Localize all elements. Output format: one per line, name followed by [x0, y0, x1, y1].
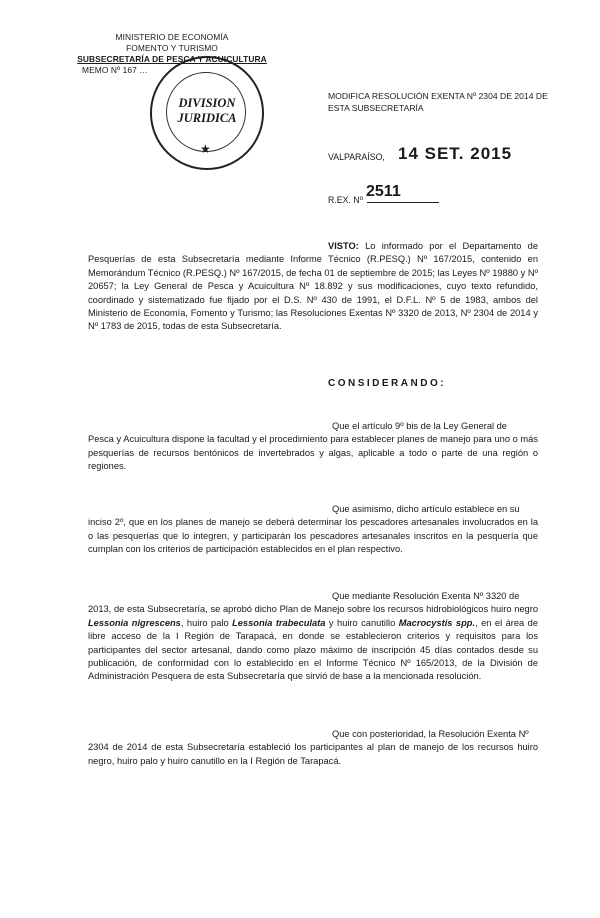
- p3-text-a: 2013, de esta Subsecretaría, se aprobó dicho Plan de Manejo sobre los recursos hidrobiológicos huiro negro: [88, 604, 538, 615]
- p1-first-line: Que el artículo 9º bis de la Ley General de: [332, 421, 507, 431]
- p1-text: Pesca y Acuicultura dispone la facultad y el procedimiento para establecer planes de manejo para uno o más pesquerías de recursos bentónicos de invertebrados y algas, aplicable a todo o parte de una región o regiones.: [88, 434, 538, 472]
- p4-first-line: Que con posterioridad, la Resolución Exenta Nº: [332, 729, 529, 739]
- species-macrocystis: Macrocystis spp.: [398, 617, 476, 628]
- visto-label: VISTO:: [328, 241, 359, 251]
- species-lessonia-trabeculata: Lessonia trabeculata: [232, 617, 326, 628]
- considerando-paragraph-3: [88, 590, 538, 684]
- stamp-text-division: DIVISION: [178, 96, 236, 110]
- date-stamp: 14 SET. 2015: [398, 144, 513, 163]
- header-memo: MEMO Nº 167 …: [82, 65, 148, 75]
- visto-paragraph: [88, 240, 538, 334]
- place-label: VALPARAÍSO,: [328, 152, 385, 162]
- p3-text-d: , en el área de libre acceso de la I Región de Tarapacá, en donde se establecieron criterios y requisitos para los participantes del sector artesanal, dando como plazo máximo de inscripción 45 días contados desde su publicación, de conformidad con lo establecido en el Informe Técnico Nº 165/2013, de la División de Administración Pesquera de esta Subsecretaría que sirvió de base a la mencionada resolución.: [88, 617, 539, 682]
- division-juridica-stamp: [150, 56, 264, 170]
- stamp-text-juridica: JURIDICA: [177, 111, 237, 125]
- p3-text-c: y huiro canutillo: [325, 617, 399, 628]
- considerando-paragraph-1: [88, 420, 538, 474]
- rex-number: 2511: [366, 183, 401, 200]
- p3-first-line: Que mediante Resolución Exenta Nº 3320 de: [332, 591, 520, 601]
- considerando-heading: CONSIDERANDO:: [328, 378, 447, 389]
- p3-text-b: , huiro palo: [180, 617, 233, 628]
- resolution-reference: MODIFICA RESOLUCIÓN EXENTA Nº 2304 DE 2014 DE ESTA SUBSECRETARÍA: [328, 91, 548, 113]
- header-ministry: MINISTERIO DE ECONOMÍA: [115, 32, 229, 42]
- header-subsecretaria: SUBSECRETARÍA DE PESCA Y ACUICULTURA: [77, 54, 267, 64]
- considerando-paragraph-4: [88, 728, 538, 768]
- header-ministry-sub: FOMENTO Y TURISMO: [126, 43, 218, 53]
- p4-text: 2304 de 2014 de esta Subsecretaría estableció los participantes al plan de manejo de los recursos huiro negro, huiro palo y huiro canutillo en la I Región de Tarapacá.: [88, 742, 538, 766]
- rex-label: R.EX. Nº: [328, 195, 363, 205]
- star-icon: ★: [200, 142, 211, 156]
- p2-text: inciso 2º, que en los planes de manejo se deberá determinar los pescadores artesanales involucrados en la o las pesquerías que lo integren, y participarán los pescadores artesanales inscritos en la pesquería que cumplan con los criterios de participación establecidos en el plan respectivo.: [88, 517, 538, 555]
- species-lessonia-nigrescens: Lessonia nigrescens: [88, 617, 181, 628]
- p2-first-line: Que asimismo, dicho artículo establece en su: [332, 504, 520, 514]
- visto-text: Lo informado por el Departamento de Pesquerías de esta Subsecretaría mediante Informe Técnico (R.PESQ.) Nº 167/2015, contenido en Memorándum Técnico (R.PESQ.) Nº 167/2015, de fecha 01 de septiembre de 2015; las Leyes Nº 19880 y Nº 20657; la Ley General de Pesca y Acuicultura Nº 18.892 y sus modificaciones, cuyo texto refundido, coordinado y sistematizado fue fijado por el D.S. Nº 430 de 1991, el D.F.L. Nº 5 de 1983, ambos del Ministerio de Economía, Fomento y Turismo; las Resoluciones Exentas Nº 3320 de 2013, Nº 2304 de 2014 y Nº 1783 de 2015, todas de esta Subsecretaría.: [88, 241, 538, 332]
- considerando-paragraph-2: [88, 503, 538, 557]
